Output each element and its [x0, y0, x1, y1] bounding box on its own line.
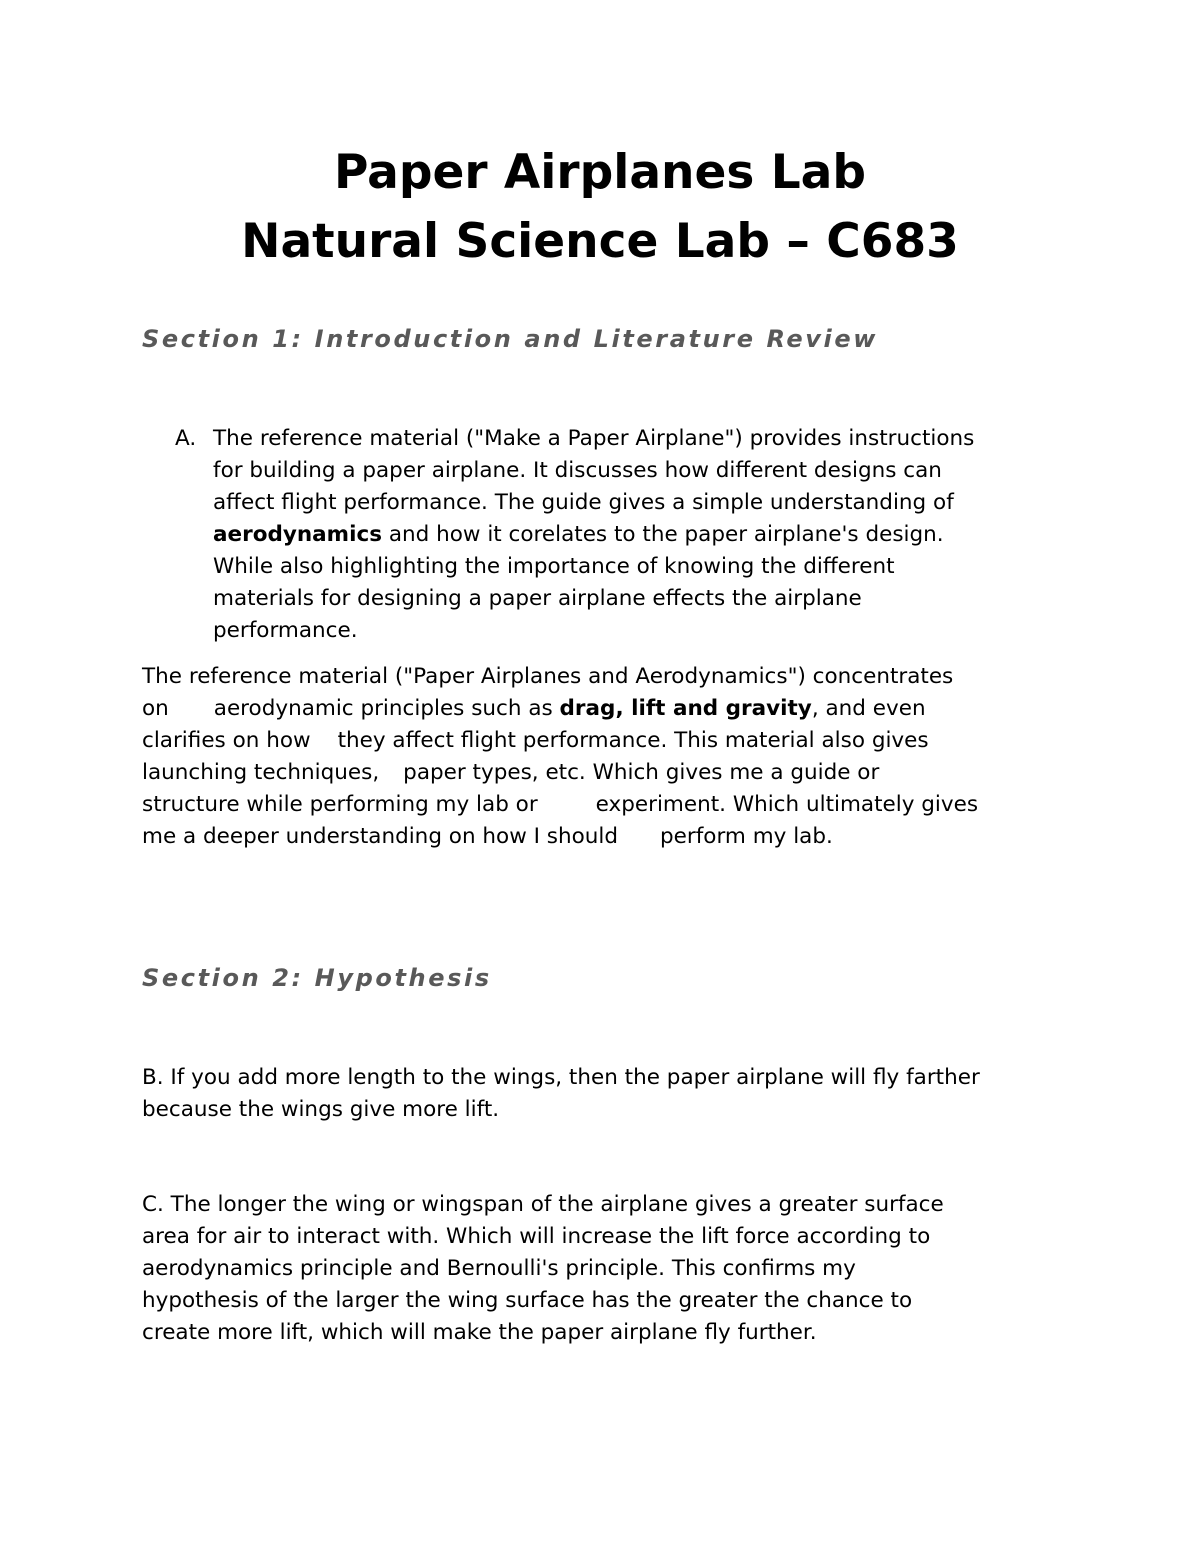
text-line: C. The longer the wing or wingspan of the airplane gives a greater surface	[142, 1192, 944, 1217]
text-fragment: launching techniques,	[142, 760, 380, 785]
text-fragment: clarifies on how	[142, 728, 311, 753]
reference-paragraph-2	[142, 661, 978, 853]
bold-term-aerodynamics: aerodynamics	[213, 522, 382, 547]
text-line	[142, 693, 978, 725]
text-line: because the wings give more lift.	[142, 1097, 500, 1122]
list-marker-a: A.	[175, 426, 197, 451]
text-fragment: on	[142, 696, 169, 721]
text-line	[142, 725, 978, 757]
title-line-2: Natural Science Lab – C683	[241, 214, 959, 269]
text-fragment: structure while performing my lab or	[142, 792, 538, 817]
text-fragment: me a deeper understanding on how I should	[142, 824, 619, 849]
text-line	[142, 821, 978, 853]
text-line: B. If you add more length to the wings, then the paper airplane will fly farther	[142, 1065, 980, 1090]
text-fragment: paper types, etc. Which gives me a guide or	[403, 760, 880, 785]
text-fragment: experiment. Which ultimately gives	[595, 792, 979, 817]
text-fragment: aerodynamic principles such as	[213, 696, 560, 721]
title-line-1: Paper Airplanes Lab	[333, 145, 867, 200]
text-line: hypothesis of the larger the wing surface has the greater the chance to	[142, 1288, 913, 1313]
text-line: aerodynamics principle and Bernoulli's principle. This confirms my	[142, 1256, 856, 1281]
text-fragment: they affect flight performance. This material also gives	[337, 728, 929, 753]
section-1-heading: Section 1: Introduction and Literature Review	[142, 325, 879, 353]
text-line: materials for designing a paper airplane effects the airplane	[213, 586, 862, 611]
text-fragment: perform my lab.	[660, 824, 833, 849]
text-line	[142, 757, 978, 789]
text-line	[142, 789, 978, 821]
text-line: create more lift, which will make the paper airplane fly further.	[142, 1320, 817, 1345]
document-title	[0, 138, 1200, 276]
list-item-a-text	[213, 423, 974, 647]
text-line: performance.	[213, 618, 358, 643]
text-fragment: and how it corelates to the paper airplane's design.	[382, 522, 944, 547]
bold-term-forces: drag, lift and gravity	[559, 696, 812, 721]
text-line: affect flight performance. The guide gives a simple understanding of	[213, 490, 954, 515]
text-line: The reference material ("Make a Paper Airplane") provides instructions	[213, 426, 975, 451]
text-fragment: , and even	[811, 696, 926, 721]
text-line: The reference material ("Paper Airplanes and Aerodynamics") concentrates	[142, 664, 954, 689]
hypothesis-paragraph-c	[142, 1189, 944, 1349]
text-line: area for air to interact with. Which will increase the lift force according to	[142, 1224, 931, 1249]
section-2-heading: Section 2: Hypothesis	[142, 964, 492, 992]
text-line: While also highlighting the importance of knowing the different	[213, 554, 895, 579]
hypothesis-paragraph-b	[142, 1062, 980, 1126]
text-line	[213, 519, 974, 551]
text-line: for building a paper airplane. It discusses how different designs can	[213, 458, 942, 483]
